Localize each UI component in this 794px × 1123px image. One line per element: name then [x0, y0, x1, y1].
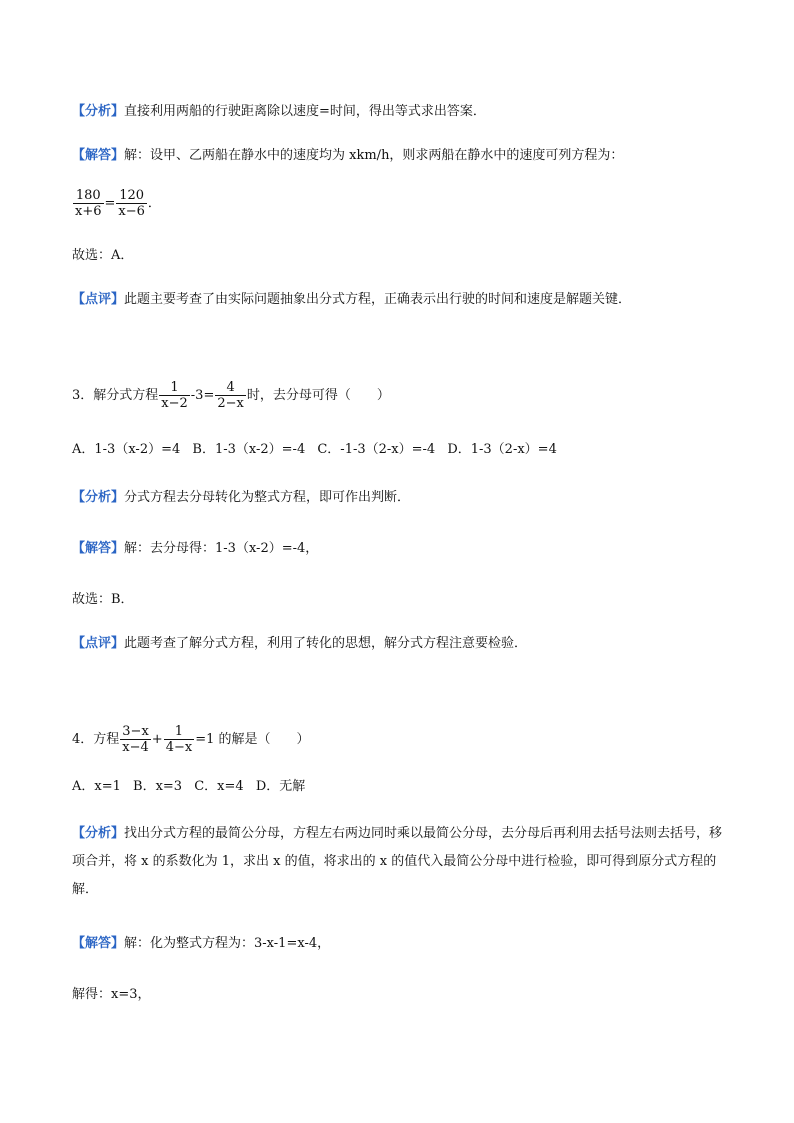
analysis-tag: 【分析】: [72, 104, 125, 119]
solution-tag: 【解答】: [72, 936, 125, 951]
solution-text: 解：化为整式方程为：3-x-1=x-4，: [124, 936, 331, 951]
q3-comment: [72, 634, 734, 654]
solution-text: 解：设甲、乙两船在静水中的速度均为 xkm/h，则求两船在静水中的速度可列方程为：: [124, 148, 624, 163]
q4-analysis: [72, 820, 734, 904]
fraction: $\frac{1}{4-x}$: [165, 724, 193, 755]
option-a: A．1-3（x-2）=4: [72, 442, 181, 457]
option-b: B．1-3（x-2）=-4: [192, 442, 306, 457]
comment-tag: 【点评】: [72, 636, 125, 651]
comment-text: 此题考查了解分式方程，利用了转化的思想，解分式方程注意要检验．: [124, 636, 528, 651]
analysis-text: 直接利用两船的行驶距离除以速度=时间，得出等式求出答案．: [124, 104, 486, 119]
fraction: $\frac{3-x}{x-4}$: [122, 724, 149, 755]
solution-text: 解：去分母得：1-3（x-2）=-4，: [124, 541, 319, 556]
q4-options: [72, 777, 734, 797]
q2-choice: 故选：A．: [72, 248, 134, 263]
option-c: C．-1-3（2-x）=-4: [317, 442, 436, 457]
fraction: $\frac{1}{x-2}$: [161, 380, 188, 411]
q2-equation: $\frac{180}{x+6}$ = $\frac{120}{x-6}$ ．: [75, 188, 161, 219]
q4-result: 解得：x=3，: [72, 987, 151, 1002]
q2-comment: [72, 290, 734, 310]
option-c: C．x=4: [194, 779, 244, 794]
analysis-text: 找出分式方程的最简公分母，方程左右两边同时乘以最简公分母，去分母后再利用去括号法则去括号，移项合并，将 x 的系数化为 1，求出 x 的值，将求出的 x 的值代入最简公分母中进行检验，即可得到原分式方程的解．: [72, 826, 723, 897]
comment-tag: 【点评】: [72, 292, 125, 307]
q2-analysis: [72, 102, 734, 122]
comment-text: 此题主要考查了由实际问题抽象出分式方程，正确表示出行驶的时间和速度是解题关键．: [124, 292, 632, 307]
q3-analysis: [72, 488, 734, 508]
option-a: A．x=1: [72, 779, 121, 794]
fraction: $\frac{120}{x-6}$: [118, 188, 145, 219]
analysis-tag: 【分析】: [72, 826, 125, 841]
q3-choice: 故选：B．: [72, 592, 134, 607]
q2-solution-intro: [72, 146, 734, 166]
q3-stem: 3．解分式方程 $\frac{1}{x-2}$ -3= $\frac{4}{2-x}$ 时，去分母可得（ ）: [72, 380, 390, 411]
fraction: $\frac{4}{2-x}$: [217, 380, 244, 411]
option-d: D．无解: [255, 779, 306, 794]
solution-tag: 【解答】: [72, 541, 125, 556]
fraction: $\frac{180}{x+6}$: [75, 188, 102, 219]
q3-options: [72, 440, 734, 460]
option-d: D．1-3（2-x）=4: [447, 442, 557, 457]
option-b: B．x=3: [133, 779, 183, 794]
q4-solution: [72, 934, 734, 954]
q3-solution: [72, 539, 734, 559]
analysis-tag: 【分析】: [72, 490, 125, 505]
analysis-text: 分式方程去分母转化为整式方程，即可作出判断．: [124, 490, 411, 505]
solution-tag: 【解答】: [72, 148, 125, 163]
q4-stem: 4．方程 $\frac{3-x}{x-4}$ + $\frac{1}{4-x}$ =1 的解是（ ）: [72, 724, 310, 755]
